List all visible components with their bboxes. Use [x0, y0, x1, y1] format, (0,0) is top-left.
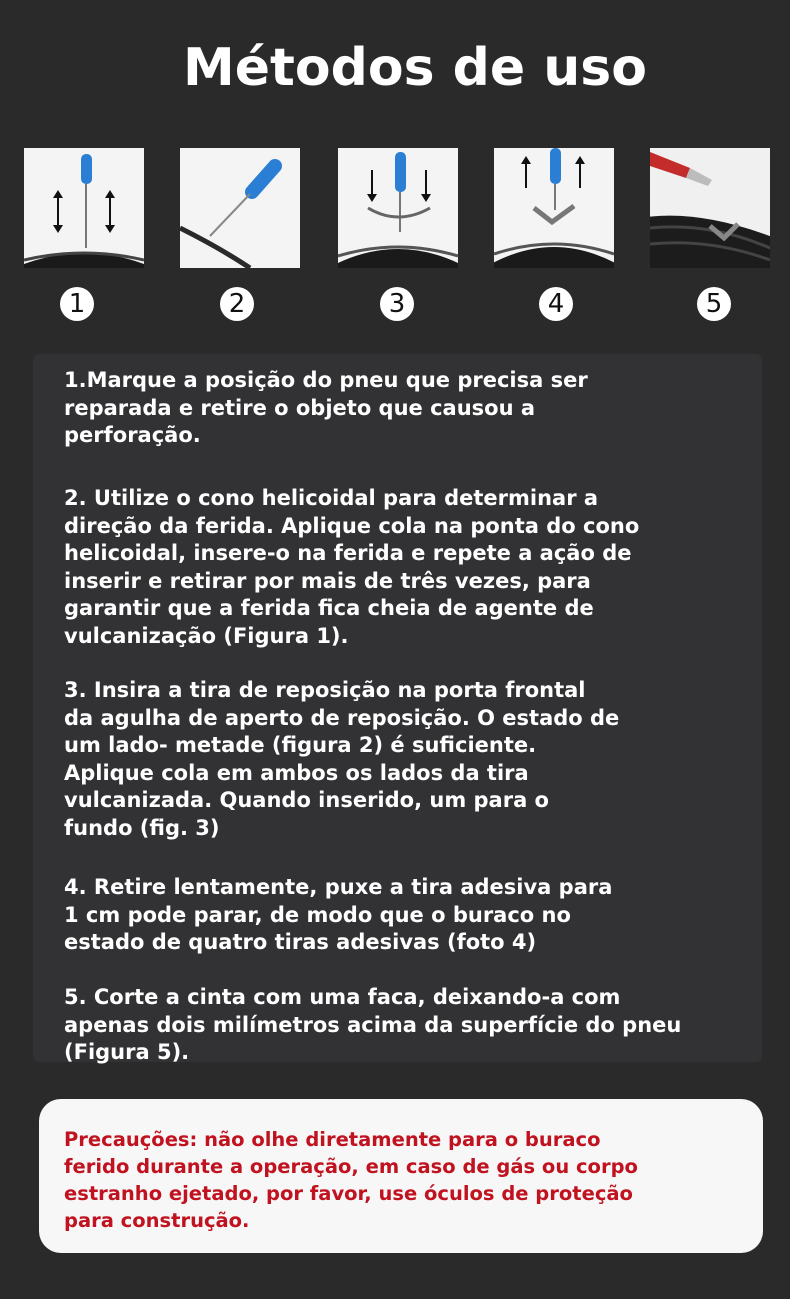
step-4-pull-tire-image [494, 148, 614, 268]
instruction-step-4: 4. Retire lentamente, puxe a tira adesiva para 1 cm pode parar, de modo que o buraco no estado de quatro tiras adesivas (foto 4) [64, 875, 613, 954]
instruction-step-5: 5. Corte a cinta com uma faca, deixando-a com apenas dois milímetros acima da superfície do pneu (Figura 5). [64, 985, 682, 1064]
warning-text: Precauções: não olhe diretamente para o buraco ferido durante a operação, em caso de gás ou corpo estranho ejetado, por favor, use óculos de proteção para construção. [64, 1128, 638, 1232]
step-number-4: 4 [539, 287, 573, 321]
instruction-step-1: 1.Marque a posição do pneu que precisa ser reparada e retire o objeto que causou a perforação. [64, 368, 588, 447]
step-1-probe-tire-image [24, 148, 144, 268]
page-title: Métodos de uso [183, 38, 647, 98]
step-3-insert-tire-image [338, 148, 458, 268]
step-number-5: 5 [697, 287, 731, 321]
instruction-step-3: 3. Insira a tira de reposição na porta frontal da agulha de aperto de reposição. O estado de um lado- metade (figura 2) é suficiente. Aplique cola em ambos os lados da tira vulcanizada. Quando inserido, um para o fundo (fig. 3) [64, 678, 620, 840]
step-number-1: 1 [60, 287, 94, 321]
step-5-cut-tire-image [650, 148, 770, 268]
step-number-2: 2 [220, 287, 254, 321]
step-number-3: 3 [380, 287, 414, 321]
instruction-step-2: 2. Utilize o cono helicoidal para determinar a direção da ferida. Aplique cola na ponta do cono helicoidal, insere-o na ferida e repete a ação de inserir e retirar por mais de três vezes, para garantir que a ferida fica cheia de agente de vulcanização (Figura 1). [64, 486, 640, 648]
step-2-needle-tire-image [180, 148, 300, 268]
